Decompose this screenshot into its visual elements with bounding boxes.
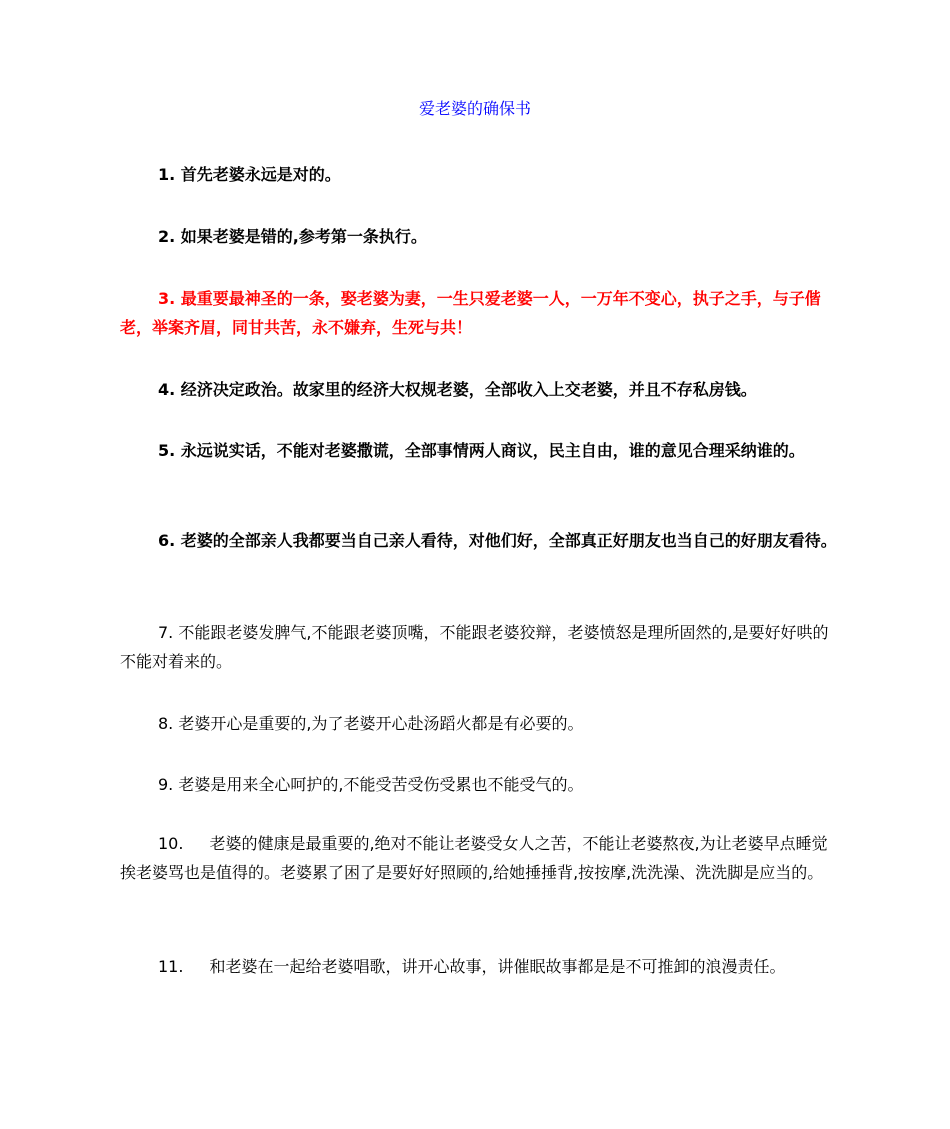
document-title: 爱老婆的确保书 <box>418 99 531 118</box>
clause-4: 4. 经济决定政治。故家里的经济大权规老婆，全部收入上交老婆，并且不存私房钱。 <box>158 380 757 399</box>
clause-7: 7. 不能跟老婆发脾气,不能跟老婆顶嘴，不能跟老婆狡辩，老婆愤怒是理所固然的,是要好好哄的不能对着来的。 <box>120 623 829 671</box>
clause-11-number: 11. <box>158 957 184 976</box>
clause-8: 8. 老婆开心是重要的,为了老婆开心赴汤蹈火都是有必要的。 <box>158 714 584 733</box>
clause-10 <box>120 829 840 887</box>
clause-11 <box>120 952 840 981</box>
clause-2: 2. 如果老婆是错的,参考第一条执行。 <box>158 227 427 246</box>
clause-3: 3. 最重要最神圣的一条，娶老婆为妻，一生只爱老婆一人，一万年不变心，执子之手，与子偕老，举案齐眉，同甘共苦，永不嫌弃，生死与共！ <box>120 289 821 337</box>
clause-5: 5. 永远说实话，不能对老婆撒谎，全部事情两人商议，民主自由，谁的意见合理采纳谁的。 <box>158 441 805 460</box>
clause-11-text: 和老婆在一起给老婆唱歌，讲开心故事，讲催眠故事都是是不可推卸的浪漫责任。 <box>209 957 786 976</box>
clause-10-text: 老婆的健康是最重要的,绝对不能让老婆受女人之苦，不能让老婆熬夜,为让老婆早点睡觉挨老婆骂也是值得的。老婆累了困了是要好好照顾的,给她捶捶背,按按摩,洗洗澡、洗洗脚是应当的。 <box>120 834 828 882</box>
clause-9: 9. 老婆是用来全心呵护的,不能受苦受伤受累也不能受气的。 <box>158 775 584 794</box>
clause-6: 6. 老婆的全部亲人我都要当自己亲人看待，对他们好，全部真正好朋友也当自己的好朋友看待。 <box>158 531 837 550</box>
clause-10-number: 10. <box>158 834 184 853</box>
clause-1: 1. 首先老婆永远是对的。 <box>158 165 341 184</box>
